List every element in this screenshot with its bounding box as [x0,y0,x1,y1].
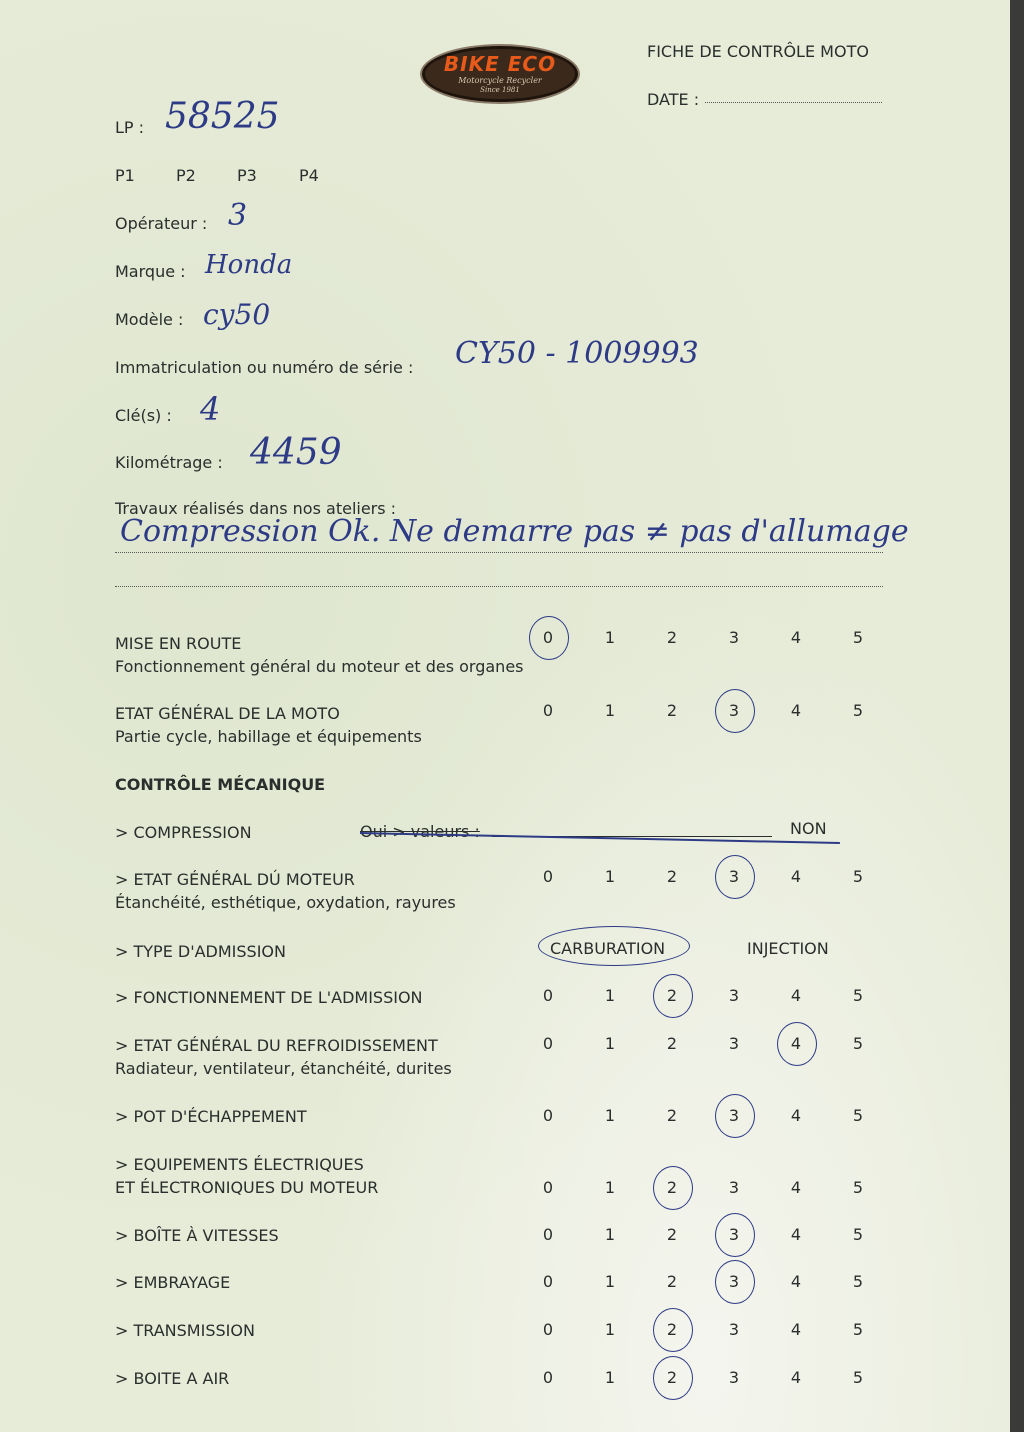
echappement-option-5[interactable]: 5 [852,1106,864,1125]
etat-moto-option-3[interactable]: 3 [728,701,740,720]
refroid-option-5[interactable]: 5 [852,1034,864,1053]
refroid-selection-circle [777,1022,817,1066]
travaux-label: Travaux réalisés dans nos ateliers : [115,499,397,518]
embrayage-option-3[interactable]: 3 [728,1272,740,1291]
position-p1[interactable]: P1 [115,166,135,185]
admission-label: > TYPE D'ADMISSION [115,942,286,961]
mise-en-route-option-1[interactable]: 1 [604,628,616,647]
transmission-selection-circle [653,1308,693,1352]
immat-label: Immatriculation ou numéro de série : [115,358,414,377]
mise-en-route-option-5[interactable]: 5 [852,628,864,647]
etat-moteur-option-0[interactable]: 0 [542,867,554,886]
etat-moto-subtitle: Partie cycle, habillage et équipements [115,727,422,746]
boite-option-0[interactable]: 0 [542,1225,554,1244]
refroid-option-2[interactable]: 2 [666,1034,678,1053]
embrayage-title: > EMBRAYAGE [115,1273,231,1292]
electrique-option-1[interactable]: 1 [604,1178,616,1197]
marque-value[interactable]: Honda [205,250,293,280]
travaux-value[interactable]: Compression Ok. Ne demarre pas ≠ pas d'allumage [120,514,909,549]
fonct-admission-title: > FONCTIONNEMENT DE L'ADMISSION [115,988,423,1007]
logo-text: BIKE ECO [443,52,557,76]
position-p3[interactable]: P3 [237,166,257,185]
boite-option-4[interactable]: 4 [790,1225,802,1244]
boite-option-1[interactable]: 1 [604,1225,616,1244]
date-label: DATE : [647,90,700,109]
sheet-title: FICHE DE CONTRÔLE MOTO [647,42,869,61]
transmission-option-3[interactable]: 3 [728,1320,740,1339]
boite-air-option-0[interactable]: 0 [542,1368,554,1387]
travaux-line-2 [115,572,883,587]
boite-option-2[interactable]: 2 [666,1225,678,1244]
echappement-option-3[interactable]: 3 [728,1106,740,1125]
modele-label: Modèle : [115,310,184,329]
electrique-option-4[interactable]: 4 [790,1178,802,1197]
boite-air-selection-circle [653,1356,693,1400]
echappement-option-0[interactable]: 0 [542,1106,554,1125]
transmission-option-2[interactable]: 2 [666,1320,678,1339]
etat-moteur-selection-circle [715,855,755,899]
mise-en-route-option-4[interactable]: 4 [790,628,802,647]
etat-moteur-option-3[interactable]: 3 [728,867,740,886]
refroid-title: > ETAT GÉNÉRAL DU REFROIDISSEMENT [115,1036,438,1055]
boite-air-option-3[interactable]: 3 [728,1368,740,1387]
etat-moto-option-0[interactable]: 0 [542,701,554,720]
etat-moto-selection-circle [715,689,755,733]
electrique-title-2: ET ÉLECTRONIQUES DU MOTEUR [115,1178,379,1197]
embrayage-option-5[interactable]: 5 [852,1272,864,1291]
compression-non-option[interactable]: NON [790,819,827,838]
carburation-selection-circle [538,926,690,966]
compression-label: > COMPRESSION [115,823,252,842]
boite-title: > BOÎTE À VITESSES [115,1226,279,1245]
electrique-option-3[interactable]: 3 [728,1178,740,1197]
echappement-option-2[interactable]: 2 [666,1106,678,1125]
echappement-option-4[interactable]: 4 [790,1106,802,1125]
etat-moto-title: ETAT GÉNÉRAL DE LA MOTO [115,704,340,723]
boite-option-5[interactable]: 5 [852,1225,864,1244]
position-p4[interactable]: P4 [299,166,319,185]
lp-label: LP : [115,118,145,137]
controle-mecanique-title: CONTRÔLE MÉCANIQUE [115,775,326,794]
refroid-option-1[interactable]: 1 [604,1034,616,1053]
mise-en-route-subtitle: Fonctionnement général du moteur et des organes [115,657,524,676]
km-value[interactable]: 4459 [250,432,342,473]
transmission-option-0[interactable]: 0 [542,1320,554,1339]
boite-air-option-1[interactable]: 1 [604,1368,616,1387]
fonct-admission-option-3[interactable]: 3 [728,986,740,1005]
fonct-admission-option-1[interactable]: 1 [604,986,616,1005]
refroid-option-3[interactable]: 3 [728,1034,740,1053]
km-label: Kilométrage : [115,453,223,472]
transmission-option-5[interactable]: 5 [852,1320,864,1339]
fonct-admission-option-0[interactable]: 0 [542,986,554,1005]
operateur-label: Opérateur : [115,214,208,233]
boite-air-option-4[interactable]: 4 [790,1368,802,1387]
modele-value[interactable]: cy50 [203,298,271,331]
echappement-option-1[interactable]: 1 [604,1106,616,1125]
transmission-option-1[interactable]: 1 [604,1320,616,1339]
etat-moteur-title: > ETAT GÉNÉRAL DÚ MOTEUR [115,870,355,889]
fonct-admission-option-2[interactable]: 2 [666,986,678,1005]
refroid-option-0[interactable]: 0 [542,1034,554,1053]
admission-injection-option[interactable]: INJECTION [747,939,829,958]
mise-en-route-title: MISE EN ROUTE [115,634,242,653]
transmission-option-4[interactable]: 4 [790,1320,802,1339]
admission-carburation-option[interactable]: CARBURATION [550,939,666,958]
transmission-title: > TRANSMISSION [115,1321,255,1340]
boite-option-3[interactable]: 3 [728,1225,740,1244]
embrayage-option-0[interactable]: 0 [542,1272,554,1291]
operateur-value[interactable]: 3 [228,198,248,233]
cles-value[interactable]: 4 [200,390,221,428]
embrayage-option-1[interactable]: 1 [604,1272,616,1291]
electrique-title: > EQUIPEMENTS ÉLECTRIQUES [115,1155,364,1174]
etat-moto-option-4[interactable]: 4 [790,701,802,720]
etat-moteur-option-5[interactable]: 5 [852,867,864,886]
mise-en-route-option-0[interactable]: 0 [542,628,554,647]
boite-air-option-2[interactable]: 2 [666,1368,678,1387]
fonct-admission-selection-circle [653,974,693,1018]
etat-moteur-option-1[interactable]: 1 [604,867,616,886]
marque-label: Marque : [115,262,186,281]
boite-air-title: > BOITE A AIR [115,1369,230,1388]
electrique-selection-circle [653,1166,693,1210]
etat-moteur-option-2[interactable]: 2 [666,867,678,886]
lp-value[interactable]: 58525 [165,96,280,137]
logo-since: Since 1981 [480,86,520,94]
electrique-option-0[interactable]: 0 [542,1178,554,1197]
electrique-option-2[interactable]: 2 [666,1178,678,1197]
fonct-admission-option-4[interactable]: 4 [790,986,802,1005]
embrayage-option-4[interactable]: 4 [790,1272,802,1291]
boite-selection-circle [715,1213,755,1257]
etat-moteur-subtitle: Étanchéité, esthétique, oxydation, rayures [115,893,456,912]
etat-moto-option-5[interactable]: 5 [852,701,864,720]
echappement-selection-circle [715,1094,755,1138]
mise-en-route-selection-circle [529,616,569,660]
embrayage-option-2[interactable]: 2 [666,1272,678,1291]
echappement-title: > POT D'ÉCHAPPEMENT [115,1107,307,1126]
etat-moto-option-1[interactable]: 1 [604,701,616,720]
position-p2[interactable]: P2 [176,166,196,185]
refroid-subtitle: Radiateur, ventilateur, étanchéité, durites [115,1059,452,1078]
bike-eco-logo [420,44,580,104]
logo-tagline: Motorcycle Recycler [458,76,542,85]
date-field[interactable] [705,88,882,103]
refroid-option-4[interactable]: 4 [790,1034,802,1053]
etat-moto-option-2[interactable]: 2 [666,701,678,720]
embrayage-selection-circle [715,1260,755,1304]
compression-struck-option[interactable]: Oui > valeurs : [360,822,480,841]
mise-en-route-option-2[interactable]: 2 [666,628,678,647]
etat-moteur-option-4[interactable]: 4 [790,867,802,886]
mise-en-route-option-3[interactable]: 3 [728,628,740,647]
boite-air-option-5[interactable]: 5 [852,1368,864,1387]
electrique-option-5[interactable]: 5 [852,1178,864,1197]
fonct-admission-option-5[interactable]: 5 [852,986,864,1005]
cles-label: Clé(s) : [115,406,172,425]
immat-value[interactable]: CY50 - 1009993 [455,336,699,371]
